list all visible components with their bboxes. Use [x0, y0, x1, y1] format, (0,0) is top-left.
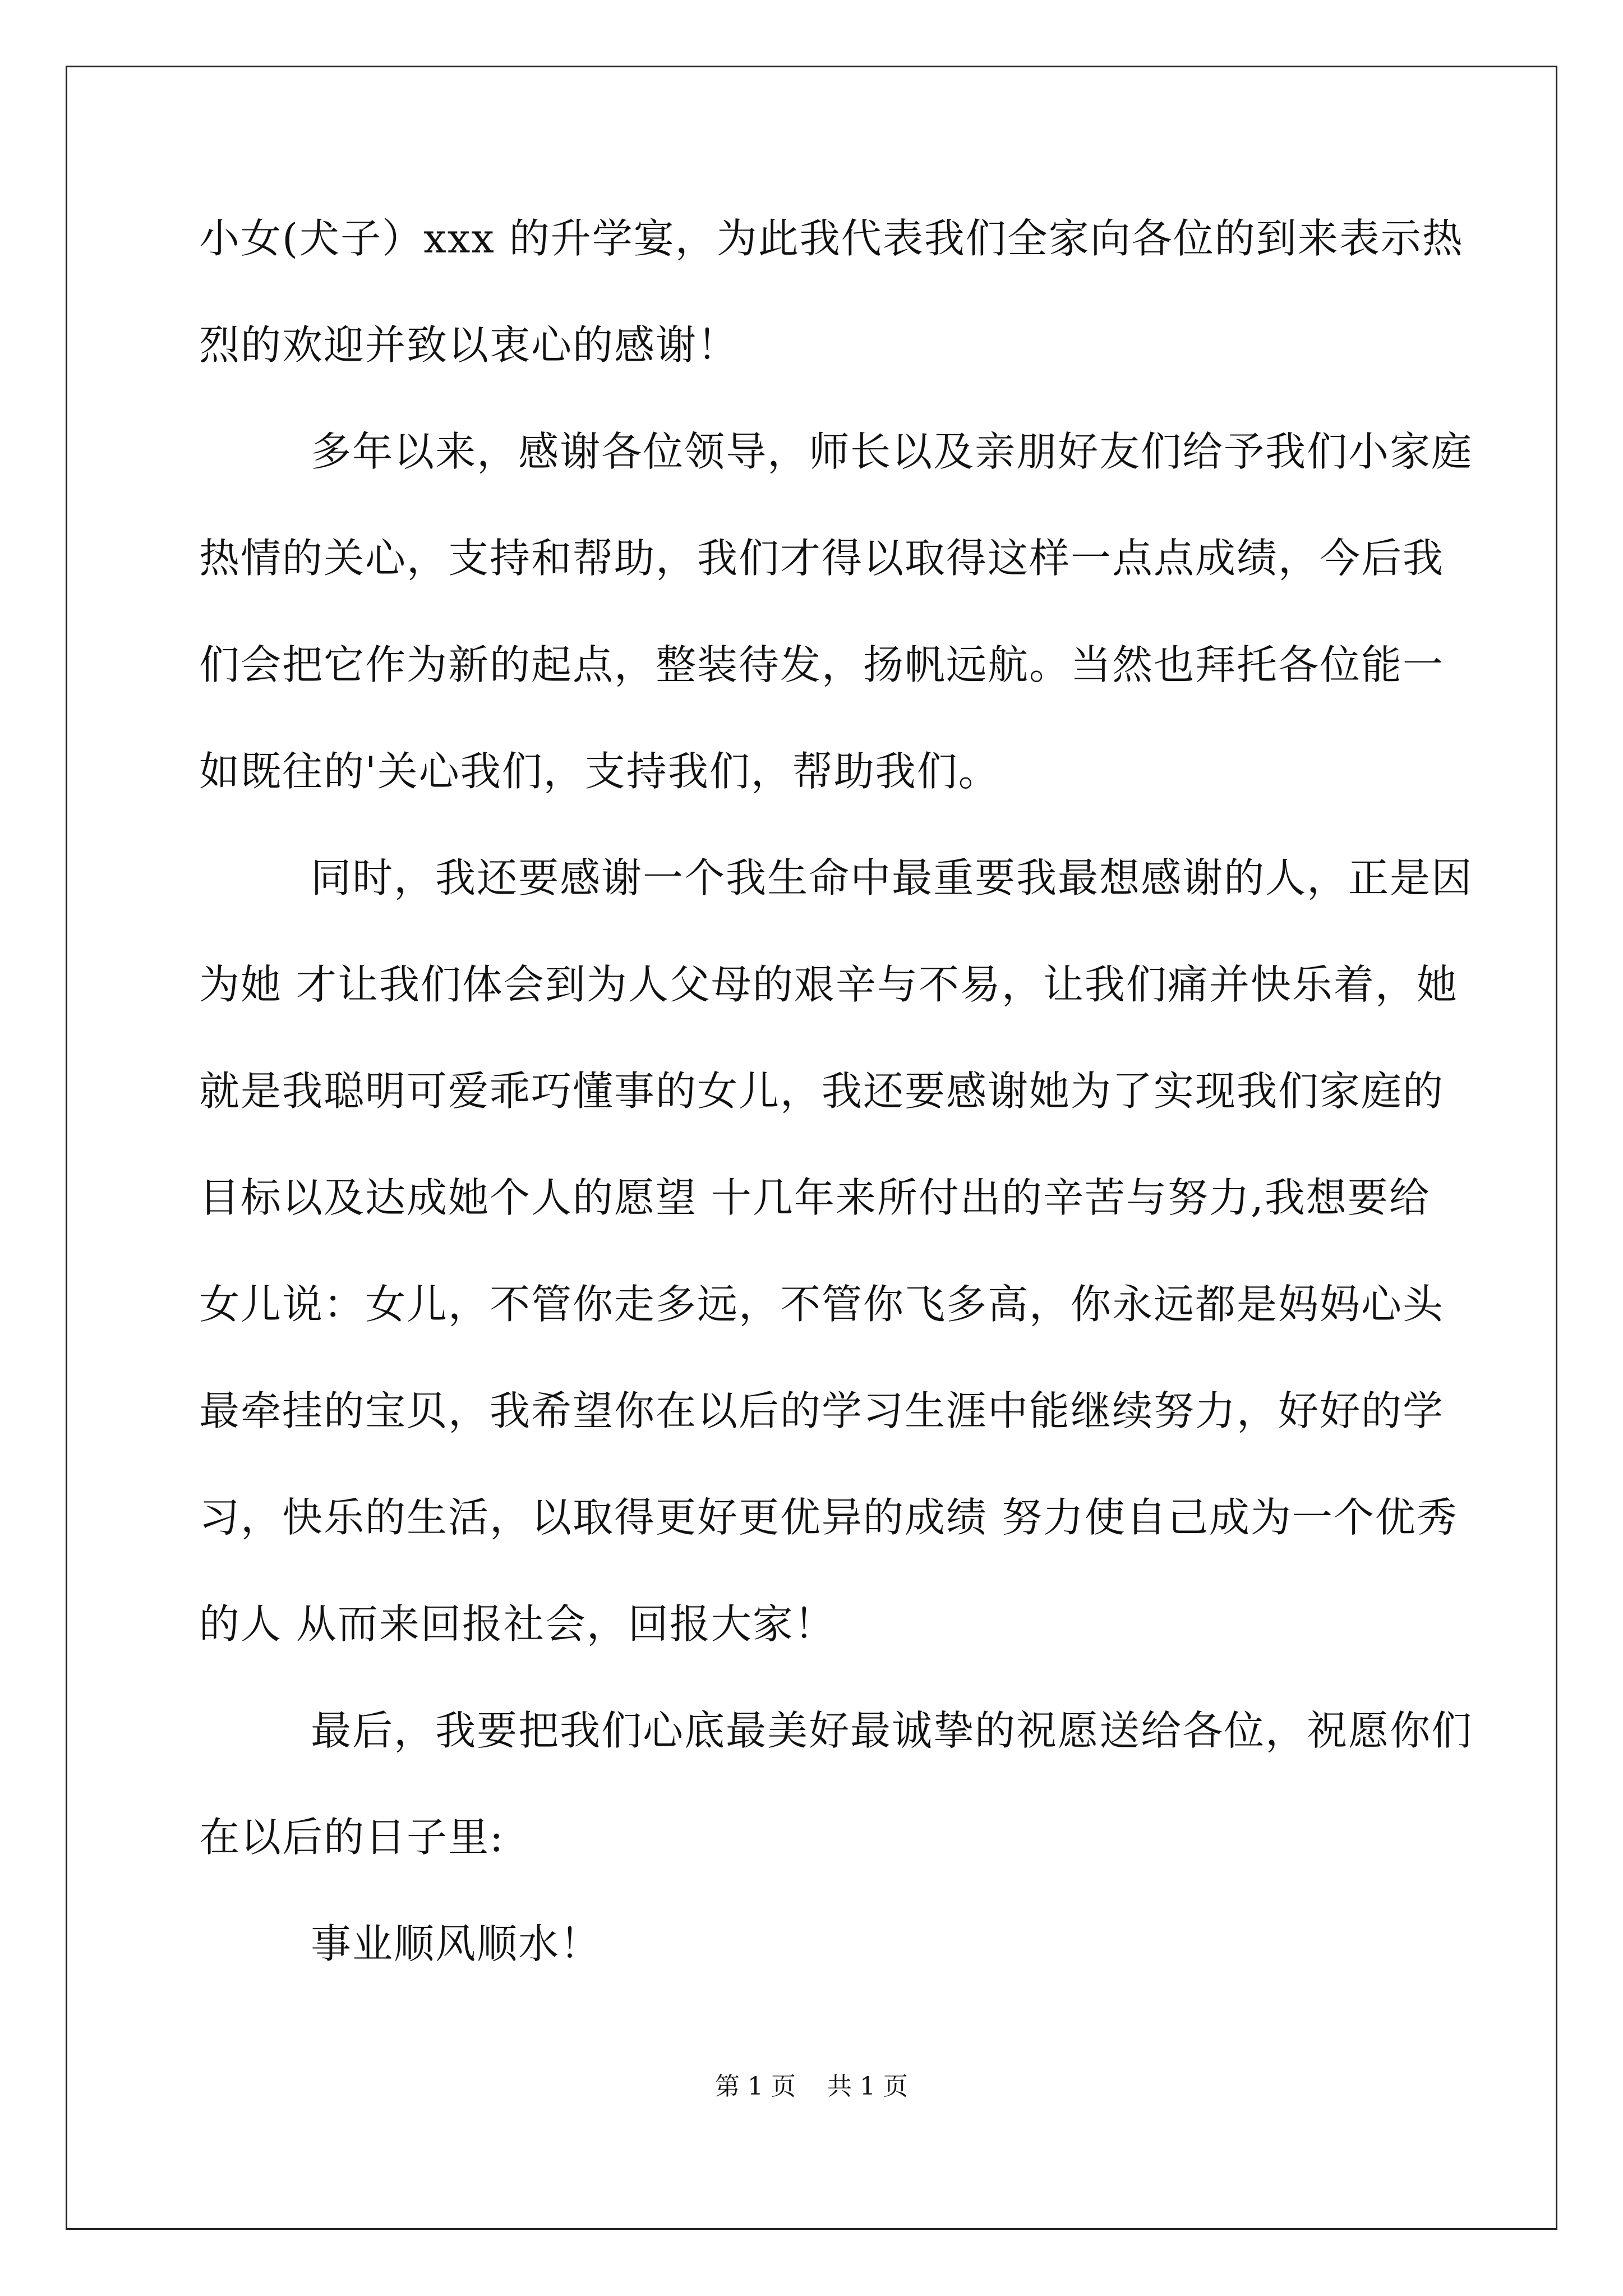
- text-line: 烈的欢迎并致以衷心的感谢！: [199, 321, 739, 369]
- text-line: 就是我聪明可爱乖巧懂事的女儿，我还要感谢她为了实现我们家庭的: [199, 1068, 1445, 1115]
- text-line: 同时，我还要感谢一个我生命中最重要我最想感谢的人，正是因: [199, 854, 1473, 901]
- text-line: 如既往的'关心我们，支持我们，帮助我们。: [199, 748, 1000, 795]
- text-line: 目标以及达成她个人的愿望 十几年来所付出的辛苦与努力,我想要给: [199, 1174, 1431, 1221]
- text-line: 在以后的日子里:: [199, 1814, 505, 1861]
- text-line: 最后，我要把我们心底最美好最诚挚的祝愿送给各位，祝愿你们: [199, 1707, 1473, 1754]
- text-line: 热情的关心，支持和帮助，我们才得以取得这样一点点成绩，今后我: [199, 535, 1445, 582]
- text-line: 多年以来，感谢各位领导，师长以及亲朋好友们给予我们小家庭: [199, 428, 1473, 475]
- text-line: 的人 从而来回报社会，回报大家！: [199, 1600, 836, 1648]
- text-line: 为她 才让我们体会到为人父母的艰辛与不易，让我们痛并快乐着，她: [199, 961, 1458, 1008]
- text-line: 小女(犬子）xxx 的升学宴，为此我代表我们全家向各位的到来表示热: [199, 215, 1464, 262]
- text-line: 最牵挂的宝贝，我希望你在以后的学习生涯中能继续努力，好好的学: [199, 1387, 1445, 1434]
- page-number-footer: 第 1 页 共 1 页: [715, 2072, 908, 2101]
- text-line: 事业顺风顺水！: [199, 1920, 602, 1967]
- page-border: [66, 66, 1557, 2230]
- text-line: 习，快乐的生活，以取得更好更优异的成绩 努力使自己成为一个优秀: [199, 1494, 1458, 1541]
- text-line: 们会把它作为新的起点，整装待发，扬帆远航。当然也拜托各位能一: [199, 641, 1445, 688]
- text-line: 女儿说：女儿，不管你走多远，不管你飞多高，你永远都是妈妈心头: [199, 1281, 1445, 1328]
